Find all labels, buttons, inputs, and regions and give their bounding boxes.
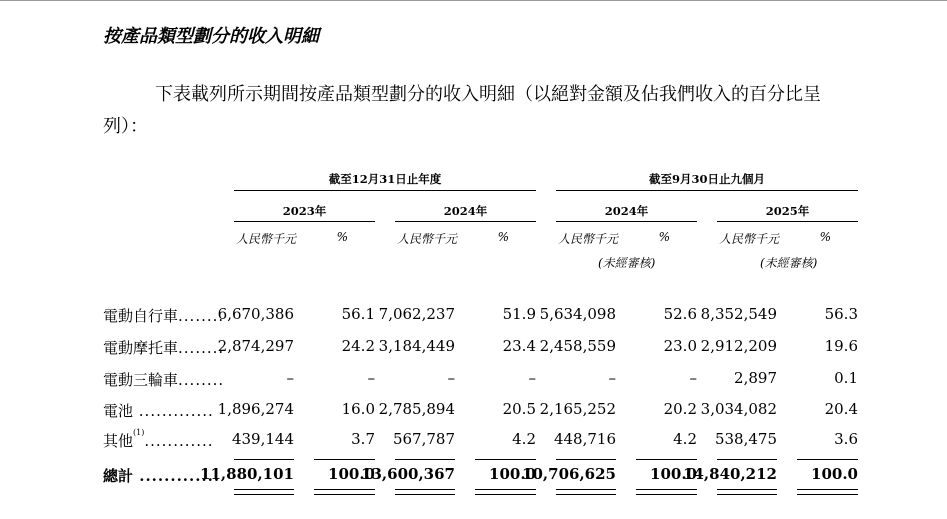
total-rule [314, 459, 375, 460]
row-label-text: 其他 [103, 432, 134, 450]
amount-cell: 2,912,209 [700, 337, 777, 355]
total-rule [234, 459, 294, 460]
unit-pct: % [819, 230, 831, 244]
leader-dots: ............ [144, 432, 214, 450]
year-rule [556, 221, 697, 222]
percent-cell: – [689, 369, 697, 387]
leader-dots: ............. [133, 402, 214, 420]
top-border [0, 0, 947, 1]
percent-cell: – [528, 369, 536, 387]
row-label-text: 總計 [103, 467, 134, 485]
percent-cell: 51.9 [502, 305, 536, 323]
year-header: 2024年 [604, 204, 649, 218]
row-label-text: 電動三輪車 [103, 371, 179, 389]
row-label [103, 400, 214, 421]
row-label [103, 430, 214, 451]
double-underline [636, 489, 697, 495]
group-rule [234, 190, 536, 191]
amount-cell: 538,475 [714, 430, 777, 448]
amount-cell: 439,144 [231, 430, 294, 448]
year-rule [234, 221, 375, 222]
group-rule [556, 190, 858, 191]
leader-dots: ........ [178, 371, 225, 389]
percent-cell: 23.4 [502, 337, 536, 355]
unit-amount: 人民幣千元 [719, 232, 780, 246]
percent-cell: 16.0 [341, 400, 375, 418]
double-underline [717, 489, 777, 495]
percent-cell: 100.0 [811, 465, 858, 483]
unaudited-note: (未經審核) [760, 256, 818, 270]
unit-amount: 人民幣千元 [236, 232, 297, 246]
percent-cell: 20.5 [502, 400, 536, 418]
amount-cell: 2,874,297 [217, 337, 294, 355]
row-label [103, 369, 224, 390]
percent-cell: 20.4 [824, 400, 858, 418]
row-label-text: 電池 [103, 402, 134, 420]
double-underline [556, 489, 616, 495]
total-rule [556, 459, 616, 460]
percent-cell: 100.0 [650, 465, 697, 483]
amount-cell: 2,897 [734, 369, 777, 387]
amount-cell: 448,716 [553, 430, 616, 448]
amount-cell: 6,670,386 [217, 305, 294, 323]
total-rule [717, 459, 777, 460]
double-underline [234, 489, 294, 495]
percent-cell: 3.7 [351, 430, 375, 448]
total-rule [395, 459, 455, 460]
percent-cell: 20.2 [663, 400, 697, 418]
year-rule [717, 221, 858, 222]
amount-cell: 10,706,625 [522, 465, 616, 483]
year-header: 2024年 [443, 204, 488, 218]
percent-cell: 24.2 [341, 337, 375, 355]
amount-cell: 11,880,101 [200, 465, 294, 483]
amount-cell: 2,458,559 [539, 337, 616, 355]
percent-cell: 100.0 [328, 465, 375, 483]
amount-cell: 13,600,367 [361, 465, 455, 483]
percent-cell: 56.3 [824, 305, 858, 323]
year-header: 2025年 [765, 204, 810, 218]
leader-dots: ........ [178, 339, 225, 357]
amount-cell: 2,165,252 [539, 400, 616, 418]
percent-cell: 0.1 [834, 369, 858, 387]
amount-cell: – [608, 369, 616, 387]
row-label [103, 305, 224, 326]
group-header-9m: 截至9月30日止九個月 [648, 172, 765, 186]
unit-amount: 人民幣千元 [558, 232, 619, 246]
amount-cell: 14,840,212 [683, 465, 777, 483]
percent-cell: 100.0 [489, 465, 536, 483]
percent-cell: 3.6 [834, 430, 858, 448]
percent-cell: 56.1 [341, 305, 375, 323]
row-label-text: 電動摩托車 [103, 339, 179, 357]
amount-cell: 1,896,274 [217, 400, 294, 418]
percent-cell: 52.6 [663, 305, 697, 323]
amount-cell: 2,785,894 [378, 400, 455, 418]
intro-paragraph: 下表載列所示期間按產品類型劃分的收入明細（以絕對金額及佔我們收入的百分比呈列）： [103, 84, 821, 137]
percent-cell: 4.2 [673, 430, 697, 448]
percent-cell: – [367, 369, 375, 387]
double-underline [475, 489, 536, 495]
percent-cell: 4.2 [512, 430, 536, 448]
amount-cell: 7,062,237 [378, 305, 455, 323]
amount-cell: 3,034,082 [700, 400, 777, 418]
row-label [103, 337, 224, 358]
percent-cell: 23.0 [663, 337, 697, 355]
unit-amount: 人民幣千元 [397, 232, 458, 246]
amount-cell: 3,184,449 [378, 337, 455, 355]
total-rule [636, 459, 697, 460]
year-header: 2023年 [282, 204, 327, 218]
leader-dots: ............. [133, 467, 221, 485]
total-rule [475, 459, 536, 460]
percent-cell: 19.6 [824, 337, 858, 355]
unit-pct: % [658, 230, 670, 244]
double-underline [395, 489, 455, 495]
double-underline [797, 489, 858, 495]
unaudited-note: (未經審核) [598, 256, 656, 270]
footnote-marker: (1) [133, 428, 145, 437]
double-underline [314, 489, 375, 495]
unit-pct: % [336, 230, 348, 244]
row-label-text: 電動自行車 [103, 307, 179, 325]
amount-cell: – [286, 369, 294, 387]
amount-cell: 5,634,098 [539, 305, 616, 323]
unit-pct: % [497, 230, 509, 244]
year-rule [395, 221, 536, 222]
amount-cell: – [447, 369, 455, 387]
section-heading: 按產品類型劃分的收入明細 [103, 26, 319, 47]
amount-cell: 8,352,549 [700, 305, 777, 323]
total-rule [797, 459, 858, 460]
group-header-fy: 截至12月31日止年度 [328, 172, 442, 186]
leader-dots: ........ [178, 307, 225, 325]
amount-cell: 567,787 [392, 430, 455, 448]
